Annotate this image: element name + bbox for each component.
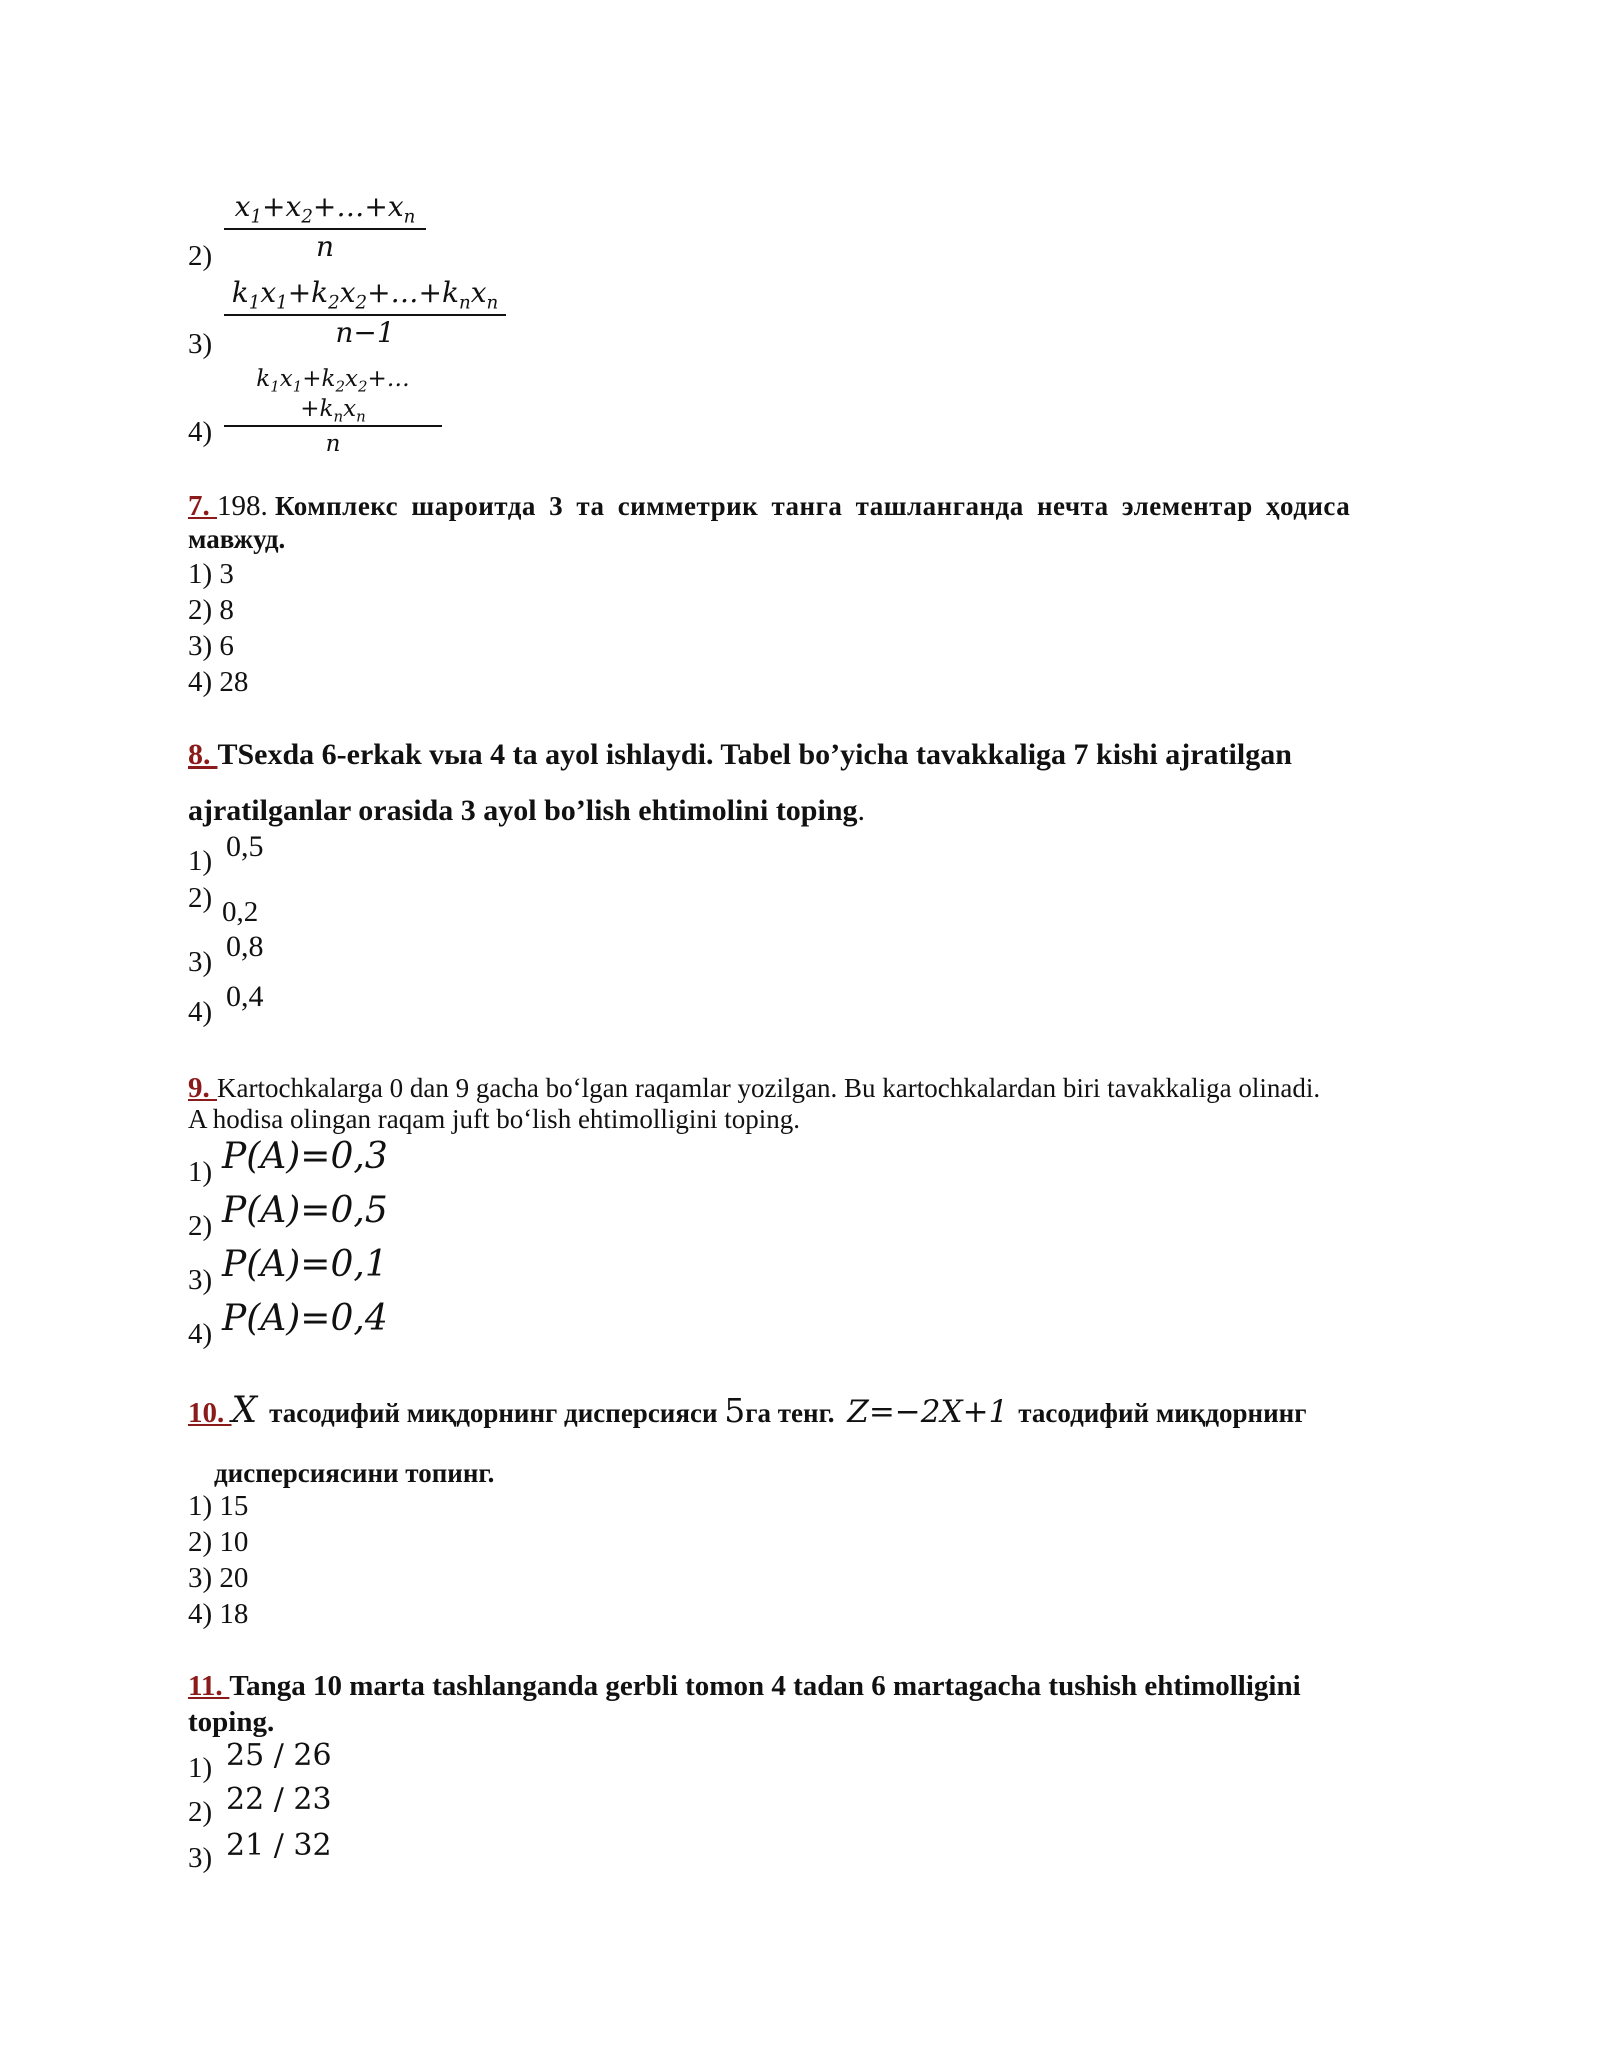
fraction-denominator: n−1 — [335, 315, 395, 349]
answer-option: 1) 3 — [188, 558, 234, 590]
variable-x: X — [231, 1390, 258, 1431]
answer-formula: P(A)=0,1 — [222, 1244, 388, 1285]
answer-option: 2) 10 — [188, 1526, 249, 1558]
question-number: 11. — [188, 1670, 230, 1702]
question-text: га тенг. — [745, 1398, 835, 1428]
answer-option-label: 1) — [188, 1156, 213, 1188]
question-text: тасодифий миқдорнинг — [1018, 1398, 1307, 1428]
answer-option: 4) 28 — [188, 666, 249, 698]
question-10 — [188, 1390, 1306, 1431]
question-9 — [188, 1072, 1320, 1105]
answer-option-label: 3) — [188, 946, 213, 978]
question-text: TSexda 6-erkak vыa 4 ta ayol ishlaydi. Tabel bo’yicha tavakkaliga 7 kishi ajratilgan — [217, 738, 1292, 771]
answer-option-label: 2) — [188, 1796, 213, 1828]
fraction-numerator: $x_1+x_2+\dots+x_n$ — [234, 190, 416, 228]
formula-z: Z=−2X+1 — [847, 1394, 1009, 1430]
question-text-continued: toping. — [188, 1706, 275, 1738]
answer-option-value: 0,8 — [226, 930, 264, 963]
answer-option-label: 2) — [188, 1210, 213, 1242]
fraction-denominator: n — [315, 229, 335, 263]
fraction-option — [224, 276, 506, 349]
answer-option-label: 4) — [188, 1318, 213, 1350]
answer-fraction: 21 / 32 — [226, 1828, 332, 1863]
answer-option-label: 1) — [188, 845, 213, 877]
question-number: 8. — [188, 738, 218, 771]
question-text-continued: мавжуд. — [188, 524, 286, 554]
answer-formula: P(A)=0,5 — [222, 1190, 388, 1231]
answer-option: 3) 6 — [188, 630, 234, 662]
answer-option-value: 0,5 — [226, 830, 264, 863]
question-punctuation: . — [857, 794, 866, 827]
fraction-option-label: 4) — [188, 416, 213, 448]
question-text-continued: дисперсиясини топинг. — [214, 1458, 495, 1488]
question-text: тасодифий миқдорнинг дисперсияси — [269, 1398, 718, 1428]
question-number: 7. — [188, 490, 217, 522]
question-text: Kartochkalarga 0 dan 9 gacha bo‘lgan raqamlar yozilgan. Bu kartochkalardan biri tavakkaliga olinadi. — [217, 1073, 1321, 1103]
fraction-option-label: 3) — [188, 328, 213, 360]
fraction-option — [224, 366, 442, 457]
answer-option-label: 2) — [188, 882, 213, 914]
answer-option: 3) 20 — [188, 1562, 249, 1594]
question-text: Tanga 10 marta tashlanganda gerbli tomon 4 tadan 6 martagacha tushish ehtimolligini — [229, 1670, 1301, 1702]
answer-option-label: 3) — [188, 1264, 213, 1296]
question-text-continued: A hodisa olingan raqam juft bo‘lish ehtimolligini toping. — [188, 1104, 800, 1134]
answer-option: 2) 8 — [188, 594, 234, 626]
variance-value: 5 — [724, 1391, 746, 1430]
question-11 — [188, 1670, 1301, 1703]
answer-formula: P(A)=0,4 — [222, 1298, 388, 1339]
answer-fraction: 22 / 23 — [226, 1782, 332, 1817]
answer-option-value: 0,4 — [226, 980, 264, 1013]
fraction-option — [224, 190, 426, 263]
answer-option: 4) 18 — [188, 1598, 249, 1630]
fraction-option-label: 2) — [188, 240, 213, 272]
fraction-numerator: $k_1x_1+k_2x_2+\dots+k_nx_n$ — [231, 276, 499, 314]
question-text-continued — [188, 794, 865, 828]
answer-option-label: 3) — [188, 1842, 213, 1874]
question-8 — [188, 738, 1292, 772]
fraction-numerator: $k_1x_1+k_2x_2+\dots+k_nx_n$ — [256, 366, 410, 426]
question-number: 10. — [188, 1397, 232, 1429]
question-number: 9. — [188, 1072, 217, 1104]
answer-option-label: 1) — [188, 1752, 213, 1784]
question-7 — [188, 490, 1388, 523]
answer-option-label: 4) — [188, 996, 213, 1028]
answer-option: 1) 15 — [188, 1490, 249, 1522]
question-prefix: 198. — [217, 490, 268, 522]
question-text: ajratilganlar orasida 3 ayol bo’lish ehtimolini toping — [188, 794, 858, 827]
fraction-denominator: n — [325, 431, 341, 458]
answer-formula: P(A)=0,3 — [222, 1136, 388, 1177]
answer-fraction: 25 / 26 — [226, 1738, 332, 1773]
question-text: Комплекс шароитда 3 та симметрик танга ташланганда нечта элементар ҳодиса — [275, 491, 1351, 521]
answer-option-value: 0,2 — [222, 896, 259, 928]
